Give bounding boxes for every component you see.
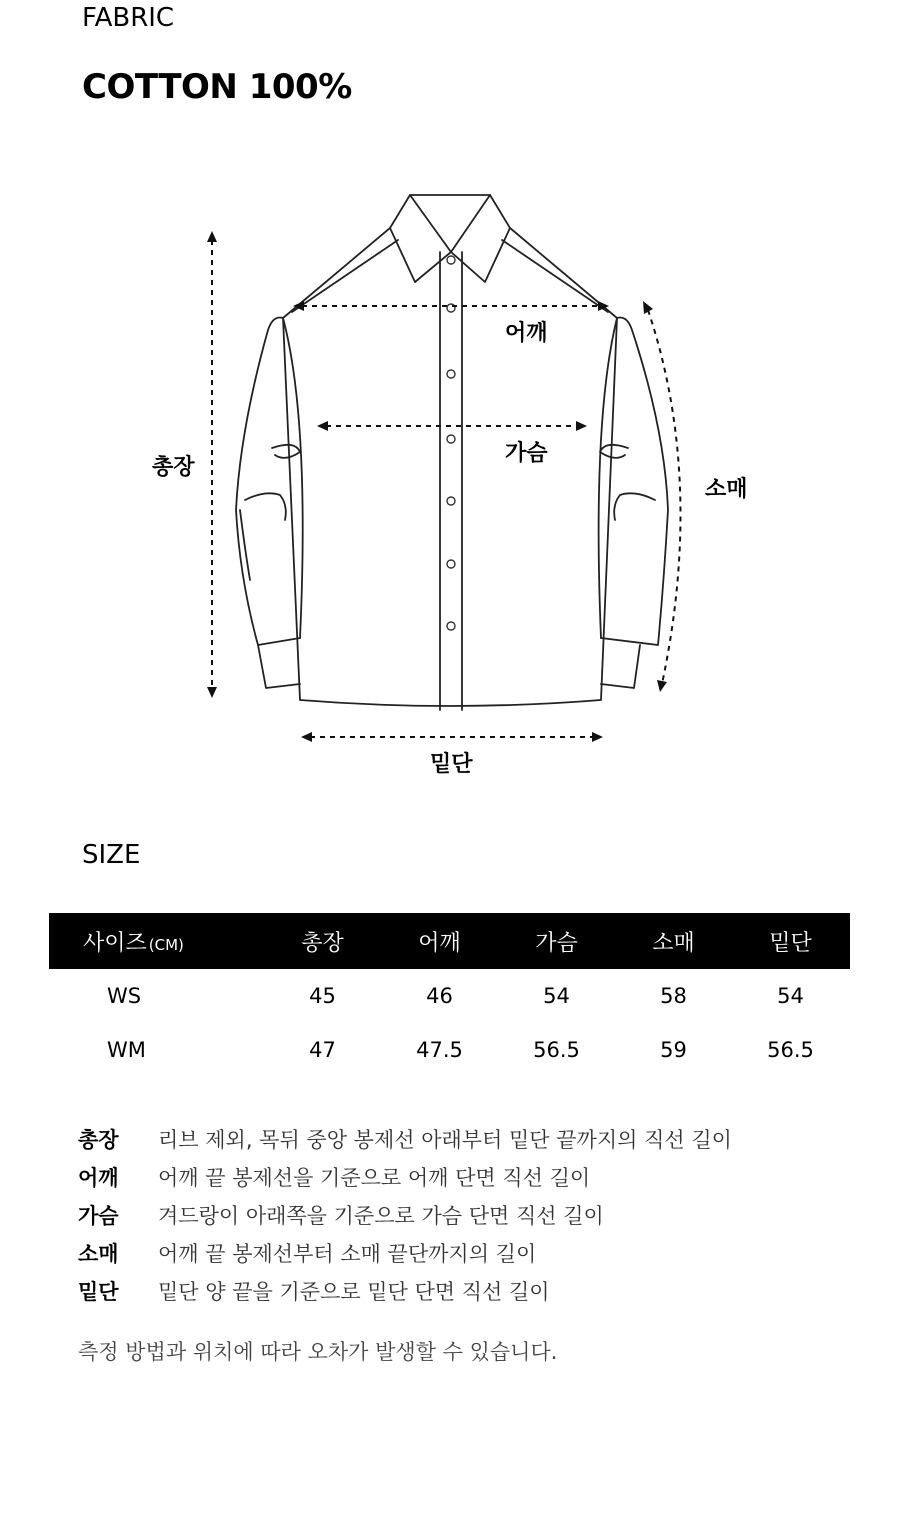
label-hem: 밑단	[430, 752, 473, 777]
row-size: WM	[107, 1038, 146, 1062]
table-row	[49, 1023, 850, 1077]
cell-hem: 54	[777, 984, 804, 1008]
cell-sleeve: 59	[660, 1038, 687, 1062]
size-table-header	[49, 913, 850, 969]
header-sleeve: 소매	[652, 930, 695, 956]
note-term: 가슴	[78, 1204, 119, 1228]
header-chest: 가슴	[535, 930, 578, 956]
note-term: 소매	[78, 1242, 119, 1266]
header-shoulder: 어깨	[418, 930, 461, 956]
note-desc: 겨드랑이 아래쪽을 기준으로 가슴 단면 직선 길이	[158, 1204, 604, 1228]
measurement-disclaimer: 측정 방법과 위치에 따라 오차가 발생할 수 있습니다.	[78, 1340, 558, 1364]
cell-chest: 54	[543, 984, 570, 1008]
size-section-title: SIZE	[82, 840, 141, 870]
header-total-length: 총장	[301, 930, 344, 956]
note-item	[78, 1196, 732, 1234]
header-hem: 밑단	[769, 930, 812, 956]
note-desc: 어깨 끝 봉제선부터 소매 끝단까지의 길이	[158, 1242, 537, 1266]
note-desc: 리브 제외, 목뒤 중앙 봉제선 아래부터 밑단 끝까지의 직선 길이	[158, 1128, 732, 1152]
header-unit: (CM)	[148, 935, 184, 954]
row-size: WS	[107, 984, 142, 1008]
note-item	[78, 1272, 732, 1310]
note-item	[78, 1234, 732, 1272]
cell-sleeve: 58	[660, 984, 687, 1008]
shirt-measurement-diagram	[0, 150, 900, 790]
note-item	[78, 1158, 732, 1196]
header-size-cell	[49, 926, 264, 957]
shirt-illustration	[0, 150, 900, 790]
note-item	[78, 1120, 732, 1158]
cell-total-length: 45	[309, 984, 336, 1008]
cell-shoulder: 47.5	[416, 1038, 463, 1062]
label-shoulder: 어깨	[505, 321, 548, 346]
cell-shoulder: 46	[426, 984, 453, 1008]
header-size-label: 사이즈	[83, 930, 147, 956]
label-total-length: 총장	[152, 455, 195, 480]
table-row	[49, 969, 850, 1023]
cell-hem: 56.5	[767, 1038, 814, 1062]
measurement-notes	[78, 1120, 732, 1310]
note-term: 어깨	[78, 1166, 119, 1190]
size-table	[49, 913, 850, 1077]
note-term: 총장	[78, 1128, 119, 1152]
note-term: 밑단	[78, 1280, 119, 1304]
note-desc: 밑단 양 끝을 기준으로 밑단 단면 직선 길이	[158, 1280, 550, 1304]
fabric-label: FABRIC	[82, 3, 175, 33]
cell-chest: 56.5	[533, 1038, 580, 1062]
fabric-value: COTTON 100%	[82, 67, 352, 107]
cell-total-length: 47	[309, 1038, 336, 1062]
label-sleeve: 소매	[705, 477, 748, 502]
label-chest: 가슴	[505, 441, 548, 466]
note-desc: 어깨 끝 봉제선을 기준으로 어깨 단면 직선 길이	[158, 1166, 591, 1190]
